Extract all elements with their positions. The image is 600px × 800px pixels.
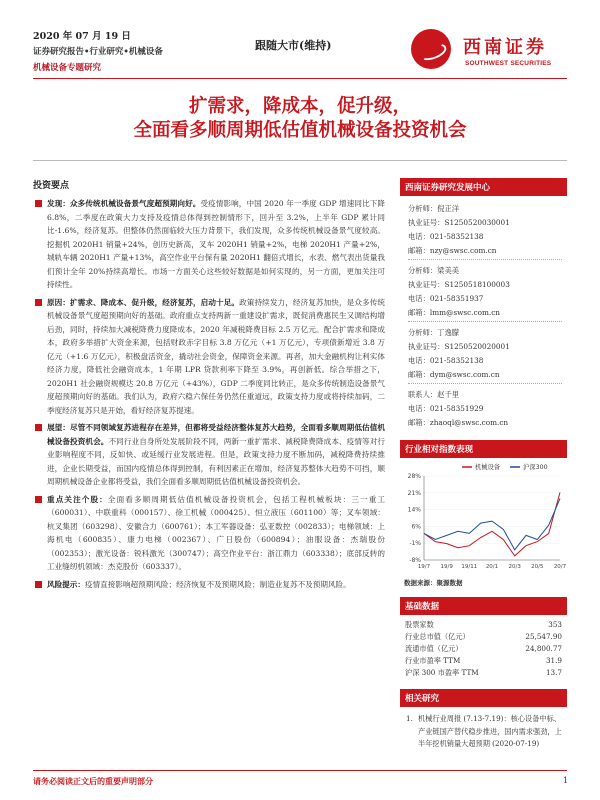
logo-name-cn: 西南证券 bbox=[463, 37, 547, 58]
analyst-line: 联系人：赵千里 bbox=[408, 390, 460, 399]
investment-highlights-heading: 投资要点 bbox=[33, 181, 70, 191]
row-value: 31.9 bbox=[545, 656, 562, 665]
row-label: 行业市盈率 TTM bbox=[405, 656, 461, 665]
y-tick-label: -8% bbox=[409, 557, 421, 564]
table-row bbox=[400, 667, 567, 679]
paragraph-body: 全面看多顺周期低估值机械设备投资机会，包括工程机械板块：三一重工（600031）、中联重科（000157）、徐工机械（000425）、恒立液压（601100）等；叉车领域：杭叉集团（603298）、安徽合力（600761）；本工军器设备：弘亚数控（002833）；电梯领域：上海机电（600835）、康力电梯（002367）、广日股份（600894）；油服设备：杰瑞股份（002353）；激光设备：锐科激光（300747）；高空作业平台：浙江鼎力（603338）；底部反转的工业缝纫机领域：杰克股份（603337）。 bbox=[47, 494, 386, 571]
page-number: 1 bbox=[563, 776, 569, 785]
square-bullet-icon bbox=[35, 496, 42, 503]
row-value: 24,800.77 bbox=[525, 644, 562, 653]
paragraph-lead: 重点关注个股： bbox=[47, 494, 108, 504]
analyst-email[interactable]: 邮箱：zhaoql@swsc.com.cn bbox=[408, 418, 509, 427]
analyst-line: 执业证号：S1250520020001 bbox=[408, 342, 510, 351]
basic-data-title: 基础数据 bbox=[400, 597, 567, 615]
row-label: 流通市值（亿元） bbox=[405, 644, 463, 653]
paragraph-body: 疫情直接影响超预期风险；经济恢复不及预期风险；制造业复苏不及预期风险。 bbox=[84, 579, 351, 589]
paragraph-lead: 原因：扩需求、降成本、促升级，经济复苏，启动十足。 bbox=[47, 297, 240, 307]
y-tick-label: 21% bbox=[407, 489, 421, 497]
paragraph-body: 不同行业自身所处发展阶段不同，两新一重扩需求、减税降费降成本、疫情等对行业影响程度不同，反如快、或延缓行业发展进程。但是，政策支持力度不断加码，减税降费持续推进，企业长期受益，而国内疫情总体得到控制，有利因素正在增加，经济复苏整体大趋势不可挡，顺周期机械设备企业都将受益，我们全面看多顺周期低估值机械设备投资机会。 bbox=[47, 436, 386, 486]
series-line bbox=[424, 499, 560, 550]
row-value: 13.7 bbox=[545, 668, 562, 677]
basic-data-table bbox=[400, 619, 567, 679]
analyst-line: 分析师：倪正洋 bbox=[408, 204, 460, 213]
logo-name-en: SOUTHWEST SECURITIES bbox=[465, 60, 552, 67]
industry-rating: 跟随大市(维持) bbox=[255, 39, 332, 52]
paragraph-body: 受疫情影响，中国 2020 年一季度 GDP 增速同比下降 6.8%，二季度在政策大力支持及疫情总体得到控制情形下，回升至 3.2%，上半年 GDP 累计同比-1.6%，经济复苏。但整体仍然面临较大压力背景下，我们发现，众多传统机械设备景气度较高。挖掘机 2020H1 销量+24%，创历史新高，叉车 2020H1 销量+2%，电梯 2020H1 产量+2%，城轨车辆 2020H1 产量+13%，高空作业平台保有量 2020H1 翻倍式增长，水表、燃气表出货量我们预计全年 20%持续高增长。市场一方面关心这些较好数据是如何实现的，另一方面，更加关注可持续性。 bbox=[47, 199, 386, 289]
analyst-line: 分析师：丁逸朦 bbox=[408, 328, 460, 337]
analyst-line: 电话：021-58352138 bbox=[408, 356, 484, 365]
legend-label: 机械设备 bbox=[475, 464, 501, 471]
analyst-divider bbox=[408, 259, 562, 260]
square-bullet-icon bbox=[35, 424, 42, 431]
highlight-paragraph bbox=[33, 578, 385, 592]
highlight-paragraph bbox=[33, 197, 385, 292]
related-research-section bbox=[400, 689, 567, 751]
report-date: 2020 年 07 月 19 日 bbox=[33, 31, 131, 42]
row-label: 行业总市值（亿元） bbox=[405, 632, 470, 641]
report-type: 证券研究报告•行业研究•机械设备 bbox=[33, 47, 163, 57]
relative-index-chart-section bbox=[400, 440, 567, 587]
report-title bbox=[33, 95, 567, 143]
title-line-1: 扩需求，降成本，促升级， bbox=[188, 96, 411, 117]
square-bullet-icon bbox=[35, 581, 42, 588]
row-label: 沪深 300 市盈率 TTM bbox=[405, 668, 479, 677]
x-tick-label: 20/3 bbox=[508, 564, 521, 570]
analyst-card bbox=[408, 388, 562, 430]
analyst-card bbox=[408, 264, 562, 322]
analyst-list bbox=[400, 196, 567, 430]
y-tick-label: 6% bbox=[411, 523, 421, 531]
analyst-line: 电话：021-58351937 bbox=[408, 294, 484, 303]
x-tick-label: 19/7 bbox=[417, 564, 431, 570]
x-tick-label: 20/1 bbox=[485, 564, 499, 570]
x-tick-label: 20/5 bbox=[531, 564, 544, 570]
table-row bbox=[400, 619, 567, 631]
chart-title: 行业相对指数表现 bbox=[400, 440, 567, 458]
y-tick-label: -1% bbox=[409, 540, 421, 548]
chart-source: 数据来源：聚源数据 bbox=[404, 579, 463, 587]
row-value: 25,547.90 bbox=[525, 632, 562, 641]
table-row bbox=[400, 631, 567, 643]
analyst-line: 执业证号：S1250520030001 bbox=[408, 218, 510, 227]
legend-label: 沪深300 bbox=[523, 464, 548, 471]
paragraph-lead: 展望：尽管不同领域复苏进程存在差异，但都将受益经济整体复苏大趋势，全面看多顺周期低估值机械设备投资机会。 bbox=[47, 423, 385, 446]
highlight-paragraph bbox=[33, 421, 385, 489]
analyst-line: 分析师：梁美美 bbox=[408, 266, 460, 275]
paragraph-lead: 发现：众多传统机械设备景气度超预期向好。 bbox=[47, 199, 201, 208]
title-line-2: 全面看多顺周期低估值机械设备投资机会 bbox=[133, 120, 467, 141]
paragraph-body: 政策持续发力，经济复苏加快，是众多传统机械设备景气度超预期向好的基础。政府重点支持两新一重建设扩需求，既促消费惠民生又调结构增后劲，同时，持续加大减税降费力度降成本，2020 年减税降费目标 2.5 万亿元。配合扩需求和降成本，政府多举措扩大资金来源，包括财政赤字目标 3.8 万亿元（+1 万亿元），专项债新增近 3.8 万亿元（+1.6 万亿元），积极盘活资金，撬动社会资金，保障资金来源。再者，加大金融机构让利实体经济力度，降低社会融资成本，1 年期 LPR 贷款利率下降至 3.9%，再创新低。综合举措之下，2020H1 社会融资规模达 20.8 万亿元（+43%），GDP 二季度同比转正，是众多传统制造设备景气度超预期向好的基础。我们认为，政府六稳六保任务仍然任重道远，政策支持力度或将持续加码，二季度经济复苏只是开始，看好经济复苏提速。 bbox=[47, 297, 385, 415]
analyst-email[interactable]: 邮箱：lmm@swsc.com.cn bbox=[408, 308, 501, 317]
item-text: 机械行业周报 (7.13-7.19)：核心设备中标、产业链国产替代稳步推进，国内需求强劲，上半年挖机销量大超预期 (2020-07-19) bbox=[418, 714, 562, 748]
relative-index-chart bbox=[400, 458, 567, 576]
square-bullet-icon bbox=[35, 200, 42, 207]
table-row bbox=[400, 655, 567, 667]
analyst-card bbox=[408, 326, 562, 384]
row-label: 股票家数 bbox=[405, 620, 434, 629]
report-header-left bbox=[33, 28, 233, 73]
related-research-item[interactable] bbox=[400, 707, 567, 751]
y-tick-label: 28% bbox=[407, 473, 421, 480]
x-tick-label: 20/7 bbox=[553, 564, 567, 570]
analyst-line: 电话：021-58352138 bbox=[408, 232, 484, 241]
company-logo bbox=[405, 27, 575, 75]
title-divider bbox=[33, 160, 567, 161]
footer-disclaimer: 请务必阅读正文后的重要声明部分 bbox=[33, 776, 153, 786]
table-row bbox=[400, 643, 567, 655]
header-divider bbox=[33, 78, 567, 79]
x-tick-label: 19/11 bbox=[461, 564, 478, 570]
basic-data-section bbox=[400, 597, 567, 679]
logo-emblem-icon bbox=[411, 29, 451, 69]
series-line bbox=[424, 492, 560, 556]
analyst-divider bbox=[408, 321, 562, 322]
research-team-title: 西南证券研究发展中心 bbox=[400, 178, 567, 196]
highlight-paragraph bbox=[33, 296, 385, 418]
highlight-paragraph bbox=[33, 493, 385, 574]
x-tick-label: 19/9 bbox=[440, 564, 453, 570]
analyst-divider bbox=[408, 383, 562, 384]
analyst-email[interactable]: 邮箱：nzy@swsc.com.cn bbox=[408, 246, 497, 255]
footer-divider bbox=[33, 770, 567, 771]
item-number: 1. bbox=[406, 714, 413, 723]
y-tick-label: 14% bbox=[407, 506, 421, 514]
analyst-card bbox=[408, 202, 562, 260]
analyst-line: 电话：021-58351929 bbox=[408, 404, 484, 413]
square-bullet-icon bbox=[35, 299, 42, 306]
analyst-email[interactable]: 邮箱：dym@swsc.com.cn bbox=[408, 370, 500, 379]
report-subtitle: 机械设备专题研究 bbox=[33, 63, 102, 73]
sidebar bbox=[400, 178, 567, 751]
analyst-line: 执业证号：S1250518100003 bbox=[408, 280, 510, 289]
related-research-title: 相关研究 bbox=[400, 689, 567, 707]
row-value: 353 bbox=[548, 620, 562, 629]
paragraph-lead: 风险提示： bbox=[47, 579, 85, 589]
main-column bbox=[33, 178, 385, 595]
